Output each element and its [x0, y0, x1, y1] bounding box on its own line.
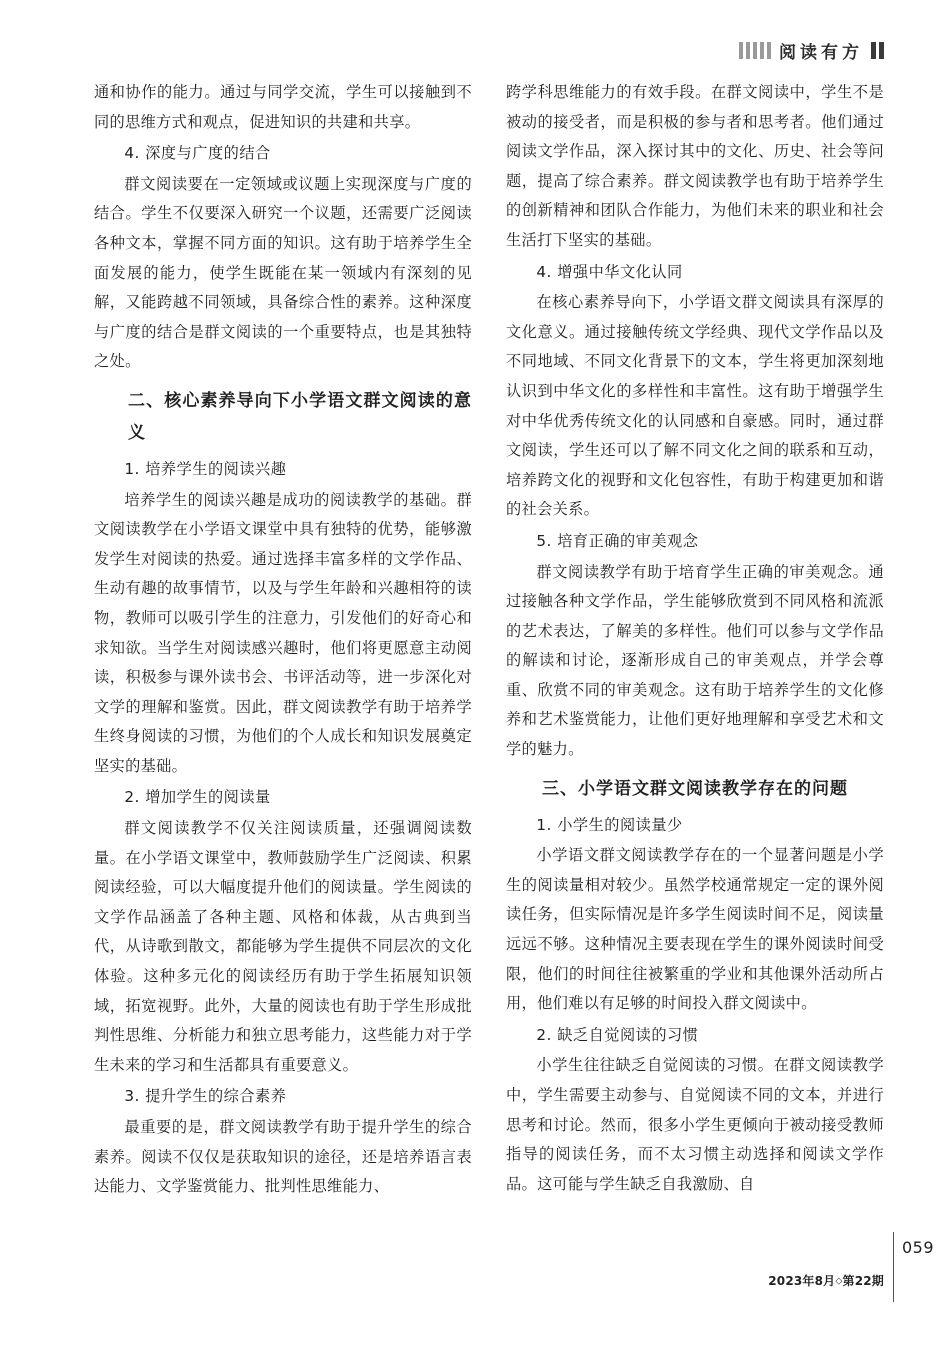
- issue-number: 第22期: [842, 1274, 884, 1288]
- paragraph-little-reading: 小学语文群文阅读教学存在的一个显著问题是小学生的阅读量相对较少。虽然学校通常规定一定的课外阅读任务，但实际情况是许多学生阅读时间不足，阅读量远远不够。这种情况主要表现在学生的课外阅读时间受限，他们的时间往往被繁重的学业和其他课外活动所占用，他们难以有足够的时间投入群文阅读中。: [506, 846, 884, 1013]
- subheading-reading-interest: 1. 培养学生的阅读兴趣: [124, 459, 287, 478]
- paragraph-reading-interest: 培养学生的阅读兴趣是成功的阅读教学的基础。群文阅读教学在小学语文课堂中具有独特的优势，能够激发学生对阅读的热爱。通过选择丰富多样的文学作品、生动有趣的故事情节，以及与学生年龄和兴趣相符的读物，教师可以吸引学生的注意力，引发他们的好奇心和求知欲。当学生对阅读感兴趣时，他们将更愿意主动阅读，积极参与课外读书会、书评活动等，进一步深化对文学的理解和鉴赏。因此，群文阅读教学有助于培养学生终身阅读的习惯，为他们的个人成长和知识发展奠定坚实的基础。: [94, 490, 472, 775]
- issue-info: [768, 1272, 884, 1289]
- paragraph-depth-breadth: 群文阅读要在一定领域或议题上实现深度与广度的结合。学生不仅要深入研究一个议题，还需要广泛阅读各种文本，掌握不同方面的知识。这有助于培养学生全面发展的能力，使学生既能在某一领域内有深刻的见解，又能跨越不同领域，具备综合性的素养。这种深度与广度的结合是群文阅读的一个重要特点，也是其独特之处。: [94, 174, 472, 371]
- paragraph-continued: 跨学科思维能力的有效手段。在群文阅读中，学生不是被动的接受者，而是积极的参与者和思考者。他们通过阅读文学作品，深入探讨其中的文化、历史、社会等问题，提高了综合素养。群文阅读教学也有助于培养学生的创新精神和团队合作能力，为他们未来的职业和社会生活打下坚实的基础。: [506, 83, 884, 249]
- paragraph-habit: 小学生往往缺乏自觉阅读的习惯。在群文阅读教学中，学生需要主动参与、自觉阅读不同的文本，并进行思考和讨论。然而，很多小学生更倾向于被动接受教师指导的阅读任务，而不太习惯主动选择和阅读文学作品。这可能与学生缺乏自我激励、自: [506, 1056, 884, 1193]
- subheading-depth-breadth: 4. 深度与广度的结合: [124, 144, 271, 163]
- paragraph-literacy: 最重要的是，群文阅读教学有助于提升学生的综合素养。阅读不仅仅是获取知识的途径，还是培养语言表达能力、文学鉴赏能力、批判性思维能力、: [94, 1118, 472, 1196]
- page-number-divider: [893, 1232, 894, 1302]
- header-bars-left-decoration: [739, 42, 771, 59]
- right-column: [506, 78, 884, 1199]
- paragraph-reading-amount: 群文阅读教学不仅关注阅读质量，还强调阅读数量。在小学语文课堂中，教师鼓励学生广泛阅读、积累阅读经验，可以大幅度提升他们的阅读量。学生阅读的文学作品涵盖了各种主题、风格和体裁，从古典到当代，从诗歌到散文，都能够为学生提供不同层次的文化体验。这种多元化的阅读经历有助于学生拓展知识领域，拓宽视野。此外，大量的阅读也有助于学生形成批判性思维、分析能力和独立思考能力，这些能力对于学生未来的学习和生活都具有重要意义。: [94, 819, 472, 1074]
- issue-date: 2023年8月: [768, 1274, 836, 1288]
- issue-separator-icon: ◇: [835, 1276, 843, 1287]
- section-title-significance: 二、核心素养导向下小学语文群文阅读的意义: [128, 390, 472, 443]
- paragraph-continued: 通和协作的能力。通过与同学交流，学生可以接触到不同的思维方式和观点，促进知识的共建和共享。: [94, 83, 472, 131]
- subheading-culture: 4. 增强中华文化认同: [536, 262, 683, 281]
- running-header: [739, 38, 884, 62]
- subheading-reading-amount: 2. 增加学生的阅读量: [124, 788, 271, 807]
- paragraph-aesthetic: 群文阅读教学有助于培育学生正确的审美观念。通过接触各种文学作品，学生能够欣赏到不同风格和流派的艺术表达，了解美的多样性。他们可以参与文学作品的解读和讨论，逐渐形成自己的审美观点，并学会尊重、欣赏不同的审美观念。这有助于培养学生的文化修养和艺术鉴赏能力，让他们更好地理解和享受艺术和文学的魅力。: [506, 562, 884, 759]
- subheading-literacy: 3. 提升学生的综合素养: [124, 1087, 287, 1106]
- subheading-little-reading: 1. 小学生的阅读量少: [536, 815, 683, 834]
- subheading-aesthetic: 5. 培育正确的审美观念: [536, 531, 699, 550]
- left-column: [94, 78, 472, 1202]
- section-title-problems: 三、小学语文群文阅读教学存在的问题: [542, 778, 848, 799]
- paragraph-culture: 在核心素养导向下，小学语文群文阅读具有深厚的文化意义。通过接触传统文学经典、现代文学作品以及不同地域、不同文化背景下的文本，学生将更加深刻地认识到中华文化的多样性和丰富性。这有助于增强学生对中华优秀传统文化的认同感和自豪感。同时，通过群文阅读，学生还可以了解不同文化之间的联系和互动，培养跨文化的视野和文化包容性，有助于构建更加和谐的社会关系。: [506, 293, 884, 519]
- header-bars-right-decoration: [871, 42, 884, 59]
- column-name: 阅读有方: [779, 42, 863, 63]
- subheading-habit: 2. 缺乏自觉阅读的习惯: [536, 1025, 699, 1044]
- page-number: 059: [902, 1238, 935, 1257]
